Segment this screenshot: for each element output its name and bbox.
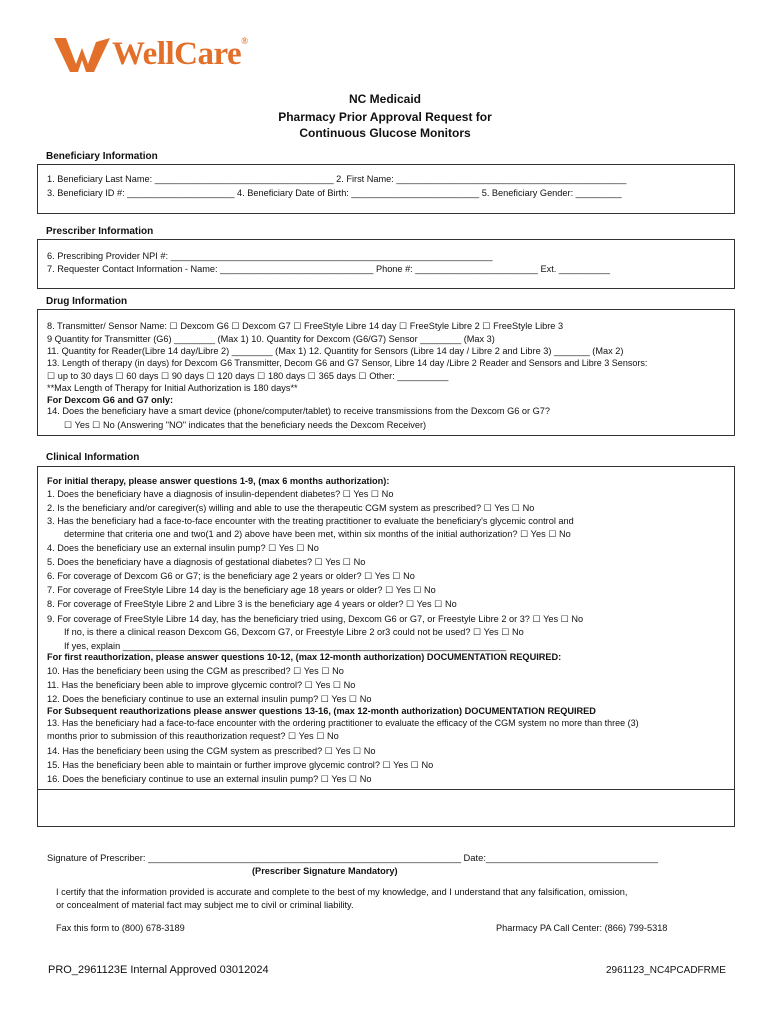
requester-contact-fields[interactable]: 7. Requester Contact Information - Name: ______________________________ Phone #: ________________________ Ext. __________	[47, 264, 610, 274]
prescriber-section-label: Prescriber Information	[46, 226, 154, 237]
clinical-q5[interactable]: 5. Does the beneficiary have a diagnosis of gestational diabetes? ☐ Yes ☐ No	[47, 557, 366, 567]
explain-field[interactable]: If yes, explain ___________________________________________________________________________	[64, 641, 506, 651]
beneficiary-section-label: Beneficiary Information	[46, 151, 158, 162]
therapy-days-options[interactable]: ☐ up to 30 days ☐ 60 days ☐ 90 days ☐ 120 days ☐ 180 days ☐ 365 days ☐ Other: __________	[47, 371, 449, 381]
clinical-q7[interactable]: 7. For coverage of FreeStyle Libre 14 day is the beneficiary age 18 years or older? ☐ Yes ☐ No	[47, 585, 436, 595]
certify-statement-1: I certify that the information provided is accurate and complete to the best of my knowledge, and I understand that any falsification, omission,	[56, 887, 628, 897]
clinical-q8[interactable]: 8. For coverage of FreeStyle Libre 2 and Libre 3 is the beneficiary age 4 years or older? ☐ Yes ☐ No	[47, 599, 457, 609]
logo-text: WellCare®	[112, 36, 248, 72]
beneficiary-id-fields[interactable]: 3. Beneficiary ID #: _____________________ 4. Beneficiary Date of Birth: _________________________ 5. Beneficiary Gender: _________	[47, 188, 622, 198]
wellcare-logo	[52, 34, 252, 74]
clinical-q9-followup[interactable]: If no, is there a clinical reason Dexcom G6, Dexcom G7, or Freestyle Libre 2 or3 could not be used? ☐ Yes ☐ No	[64, 627, 524, 637]
first-reauth-heading: For first reauthorization, please answer questions 10-12, (max 12-month authorization) DOCUMENTATION REQUIRED:	[47, 652, 562, 662]
clinical-q1[interactable]: 1. Does the beneficiary have a diagnosis of insulin-dependent diabetes? ☐ Yes ☐ No	[47, 489, 394, 499]
footer-form-code: PRO_2961123E Internal Approved 03012024	[48, 964, 269, 976]
signature-mandatory-note: (Prescriber Signature Mandatory)	[252, 866, 398, 876]
clinical-section-label: Clinical Information	[46, 452, 140, 463]
clinical-q3-cont[interactable]: determine that criteria one and two(1 and 2) above have been met, within six months of the initial authorization? ☐ Yes ☐ No	[64, 529, 571, 539]
transmitter-sensor-options[interactable]: 8. Transmitter/ Sensor Name: ☐ Dexcom G6 ☐ Dexcom G7 ☐ FreeStyle Libre 14 day ☐ FreeStyle Libre 2 ☐ FreeStyle Libre 3	[47, 321, 564, 331]
clinical-notes-box[interactable]	[37, 789, 735, 827]
form-title-2: Pharmacy Prior Approval Request for	[278, 110, 492, 124]
fax-number: Fax this form to (800) 678-3189	[56, 923, 185, 933]
prescriber-npi-field[interactable]: 6. Prescribing Provider NPI #: _______________________________________________________________	[47, 251, 493, 261]
max-length-note: **Max Length of Therapy for Initial Authorization is 180 days**	[47, 383, 298, 393]
call-center-number: Pharmacy PA Call Center: (866) 799-5318	[496, 923, 668, 933]
clinical-q9[interactable]: 9. For coverage of FreeStyle Libre 14 day, has the beneficiary tried using, Dexcom G6 or G7, or Freestyle Libre 2 or 3? ☐ Yes ☐ No	[47, 614, 584, 624]
signature-field[interactable]: Signature of Prescriber: ____________________________________________________________ Date:_________________________________	[47, 852, 658, 863]
clinical-q3: 3. Has the beneficiary had a face-to-face encounter with the treating practitioner to evaluate the beneficiary's glycemic control and	[47, 516, 574, 526]
clinical-q13-cont[interactable]: months prior to submission of this reauthorization request? ☐ Yes ☐ No	[47, 731, 339, 741]
dexcom-only-heading: For Dexcom G6 and G7 only:	[47, 395, 174, 405]
form-title-3: Continuous Glucose Monitors	[299, 126, 471, 140]
clinical-q10[interactable]: 10. Has the beneficiary been using the CGM as prescribed? ☐ Yes ☐ No	[47, 666, 344, 676]
clinical-q12[interactable]: 12. Does the beneficiary continue to use an external insulin pump? ☐ Yes ☐ No	[47, 694, 372, 704]
clinical-q6[interactable]: 6. For coverage of Dexcom G6 or G7; is the beneficiary age 2 years or older? ☐ Yes ☐ No	[47, 571, 415, 581]
form-title-1: NC Medicaid	[348, 92, 421, 106]
quantity-reader-line[interactable]: 11. Quantity for Reader(Libre 14 day/Libre 2) ________ (Max 1) 12. Quantity for Sensors (Libre 14 day / Libre 2 and Libre 3) _______ (Max 2)	[47, 346, 624, 356]
beneficiary-name-fields[interactable]: 1. Beneficiary Last Name: ___________________________________ 2. First Name: _____________________________________________	[47, 174, 627, 184]
length-of-therapy-line: 13. Length of therapy (in days) for Dexcom G6 Transmitter, Decom G6 and G7 Sensor, Libre 14 day /Libre 2 Reader and Sensors and Libre 3 Sensors:	[47, 358, 648, 368]
drug-section-label: Drug Information	[46, 296, 128, 307]
clinical-q11[interactable]: 11. Has the beneficiary been able to improve glycemic control? ☐ Yes ☐ No	[47, 680, 356, 690]
clinical-q15[interactable]: 15. Has the beneficiary been able to maintain or further improve glycemic control? ☐ Yes ☐ No	[47, 760, 434, 770]
quantity-transmitter-line[interactable]: 9 Quantity for Transmitter (G6) ________ (Max 1) 10. Quantity for Dexcom (G6/G7) Sensor ________ (Max 3)	[47, 334, 495, 344]
clinical-q13: 13. Has the beneficiary had a face-to-face encounter with the ordering practitioner to evaluate the efficacy of the CGM system no more than three (3)	[47, 718, 639, 728]
certify-statement-2: or concealment of material fact may subject me to civil or criminal liability.	[56, 900, 354, 910]
clinical-q14[interactable]: 14. Has the beneficiary been using the CGM system as prescribed? ☐ Yes ☐ No	[47, 746, 376, 756]
clinical-q2[interactable]: 2. Is the beneficiary and/or caregiver(s) willing and able to use the therapeutic CGM system as prescribed? ☐ Yes ☐ No	[47, 503, 535, 513]
wellcare-swoosh-icon	[52, 34, 116, 74]
clinical-q16[interactable]: 16. Does the beneficiary continue to use an external insulin pump? ☐ Yes ☐ No	[47, 774, 372, 784]
clinical-q4[interactable]: 4. Does the beneficiary use an external insulin pump? ☐ Yes ☐ No	[47, 543, 319, 553]
initial-therapy-heading: For initial therapy, please answer questions 1-9, (max 6 months authorization):	[47, 476, 390, 486]
subsequent-reauth-heading: For Subsequent reauthorizations please answer questions 13-16, (max 12-month authorization) DOCUMENTATION REQUIRED	[47, 706, 596, 716]
footer-doc-id: 2961123_NC4PCADFRME	[606, 965, 726, 976]
smart-device-answer[interactable]: ☐ Yes ☐ No (Answering "NO" indicates that the beneficiary needs the Dexcom Receiver)	[64, 420, 427, 430]
smart-device-question: 14. Does the beneficiary have a smart device (phone/computer/tablet) to receive transmissions from the Dexcom G6 or G7?	[47, 406, 550, 416]
